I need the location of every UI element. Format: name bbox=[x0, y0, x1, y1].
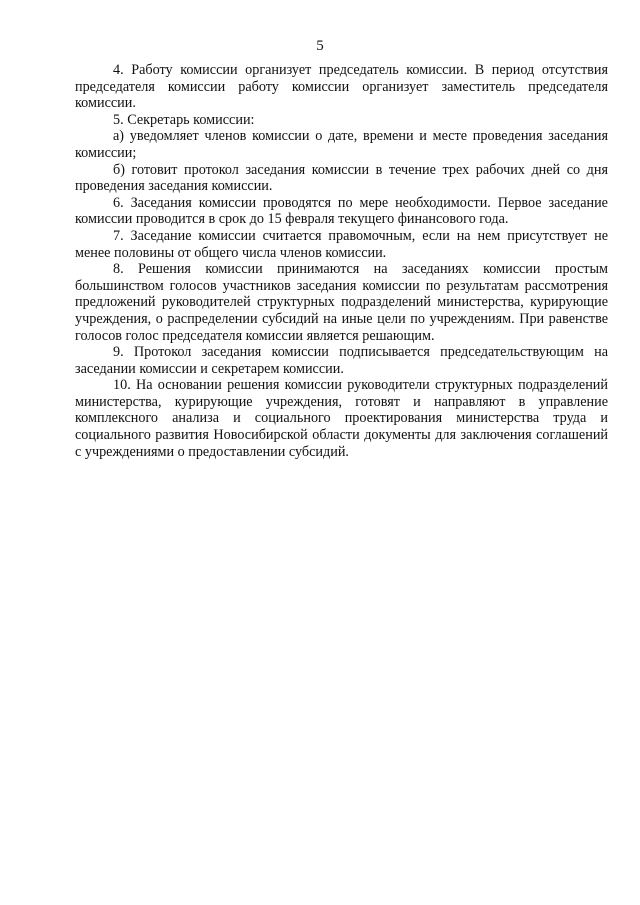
document-body bbox=[75, 62, 608, 460]
paragraph-item-5b: б) готовит протокол заседания комиссии в течение трех рабочих дней со дня проведения заседания комиссии. bbox=[75, 161, 608, 195]
paragraph-item-5a: а) уведомляет членов комиссии о дате, времени и месте проведения заседания комиссии; bbox=[75, 128, 608, 161]
paragraph-item-7: 7. Заседание комиссии считается правомочным, если на нем присутствует не менее половины от общего числа членов комиссии. bbox=[75, 227, 608, 261]
paragraph-item-4: 4. Работу комиссии организует председатель комиссии. В период отсутствия председателя комиссии работу комиссии организует заместитель председателя комиссии. bbox=[75, 62, 608, 112]
paragraph-item-10: 10. На основании решения комиссии руководители структурных подразделений министерства, курирующие учреждения, готовят и направляют в управление комплексного анализа и социального проектирования министерства труда и социального развития Новосибирской области документы для заключения соглашений с учреждениями о предоставлении субсидий. bbox=[75, 377, 608, 460]
paragraph-item-9: 9. Протокол заседания комиссии подписывается председательствующим на заседании комиссии и секретарем комиссии. bbox=[75, 344, 608, 377]
paragraph-item-6: 6. Заседания комиссии проводятся по мере необходимости. Первое заседание комиссии проводится в срок до 15 февраля текущего финансового года. bbox=[75, 194, 608, 228]
paragraph-item-5: 5. Секретарь комиссии: bbox=[113, 111, 255, 128]
page-number: 5 bbox=[316, 38, 324, 54]
paragraph-item-8: 8. Решения комиссии принимаются на заседаниях комиссии простым большинством голосов участников заседания комиссии по результатам рассмотрения предложений руководителей структурных подразделений министерства, курирующие учреждения, о распределении субсидий на иные цели по учреждениям. При равенстве голосов голос председателя комиссии является решающим. bbox=[75, 261, 608, 344]
